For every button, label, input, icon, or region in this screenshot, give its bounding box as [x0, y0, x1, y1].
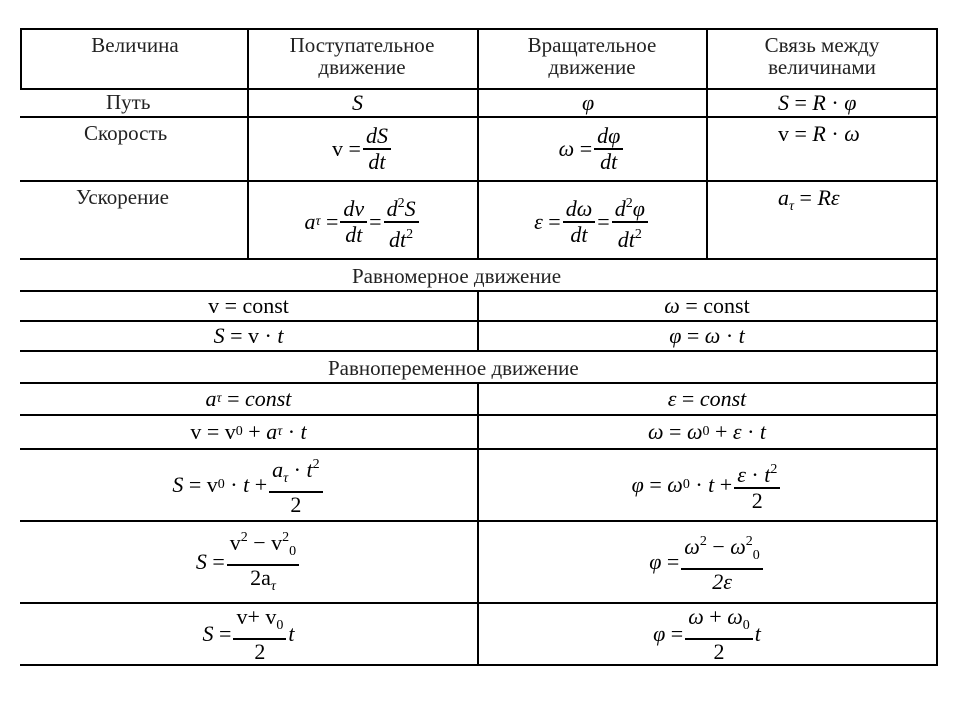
formula-velocity-rotational: ω = $\frac{d\varphi}{dt}$	[478, 118, 706, 180]
grid-line	[20, 28, 938, 30]
formula-accel-angle: φ = ω 0 · t + $\frac{\varepsilon \cdot t^2}{2}$	[478, 450, 936, 520]
formula-accel-angle-mean: φ = $\frac{\omega + \omega_0}{2}$ t	[653, 603, 761, 664]
formula-uniform-velocity: v = const	[208, 293, 289, 318]
formula-uniform-omega: ω = const	[664, 293, 750, 318]
formula-acceleration-relation: $a_\tau = R\varepsilon$	[778, 185, 840, 214]
grid-line	[20, 258, 938, 260]
formula-accel-velocity: v = v 0 + a τ · t	[190, 419, 307, 444]
header-rotational: Вращательное движение	[527, 33, 657, 79]
section-title-accelerated: Равнопеременное движение	[328, 356, 579, 380]
row-label-velocity: Скорость	[84, 121, 168, 145]
formula-uniform-angle: φ = ω · t	[669, 323, 745, 348]
formula-accel-omega: ω = ω 0 + ε · t	[647, 419, 767, 444]
formula-accel-eps-const: ε = const	[667, 386, 747, 411]
header-translational: Поступательное движение	[289, 33, 435, 79]
grid-line	[936, 28, 938, 666]
section-title-uniform: Равномерное движение	[352, 264, 562, 288]
header-relation: Связь между величинами	[764, 33, 880, 79]
grid-line	[20, 664, 938, 666]
formula-accel-path-no-time: S = $\frac{v^2 - v^2_0}{2a_\tau}$	[20, 522, 477, 602]
formula-velocity-relation: v = R · ω	[778, 121, 860, 146]
formula-acceleration-translational: a τ = $\frac{dv}{dt}$ = $\frac{d^2S}{dt^2}$	[248, 186, 477, 258]
formula-accel-path-mean: S = $\frac{v+ v_0}{2}$ t	[202, 603, 295, 664]
grid-line	[20, 28, 22, 90]
row-label-acceleration: Ускорение	[76, 185, 169, 209]
formula-velocity-translational: v = $\frac{dS}{dt}$	[248, 118, 477, 180]
formula-accel-angle-no-time: φ = $\frac{\omega^2 - \omega^2_0}{2\varepsilon}$	[478, 522, 936, 602]
formula-uniform-path: S = v · t	[213, 323, 284, 348]
formula-accel-path: S = v 0 · t + $\frac{a_\tau \cdot t^2}{2}$	[20, 450, 477, 520]
grid-line	[20, 350, 938, 352]
header-quantity: Величина	[91, 33, 179, 57]
row-label-path: Путь	[106, 90, 151, 114]
formula-accel-a-const: a τ = const	[205, 386, 292, 411]
grid-line	[20, 180, 938, 182]
formula-acceleration-rotational: ε = $\frac{d\omega}{dt}$ = $\frac{d^2\varphi}{dt^2}$	[478, 186, 706, 258]
formula-path-translational: S	[352, 90, 363, 115]
formula-path-rotational: φ	[582, 90, 595, 115]
formula-path-relation: S = R · φ	[778, 90, 857, 115]
grid-line	[706, 28, 708, 260]
